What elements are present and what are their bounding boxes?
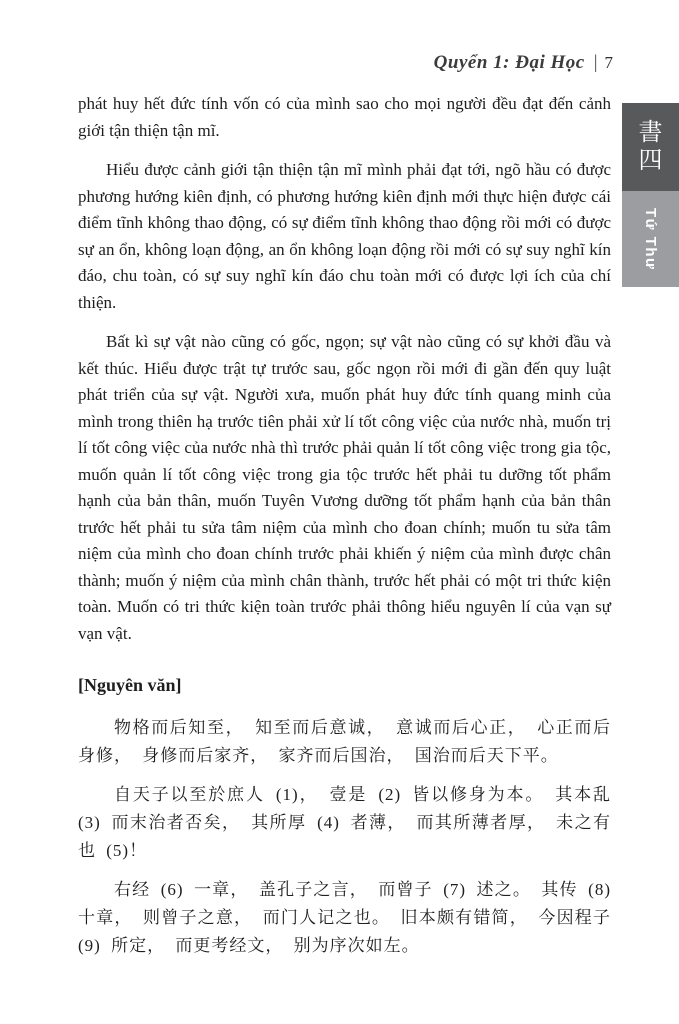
cjk-char-bottom: 四: [638, 148, 663, 174]
side-tab-label-block: [622, 191, 679, 287]
series-side-tab: [622, 103, 679, 287]
header-divider: |: [593, 52, 598, 73]
cjk-paragraph-2: 自天子以至於庶人 (1)， 壹是 (2) 皆以修身为本。 其本乱 (3) 而末治者否矣， 其所厚 (4) 者薄， 而其所薄者厚， 未之有也 (5)！: [78, 784, 611, 860]
cjk-paragraph-3: 右经 (6) 一章， 盖孔子之言， 而曾子 (7) 述之。 其传 (8) 十章， 则曾子之意， 而门人记之也。 旧本颇有错简， 今因程子 (9) 所定， 而更考经文， 别为序次如左。: [78, 879, 611, 955]
body-paragraph-3: Bất kì sự vật nào cũng có gốc, ngọn; sự vật nào cũng có sự khởi đầu và kết thúc. Hiểu được trật tự trước sau, gốc ngọn rồi mới đi gần đến quy luật phát triển của sự vật. Người xưa, muốn phát huy đức tính quang minh của mình trong thiên hạ trước tiên phải xử lí tốt công việc của nước nhà, muốn trị lí tốt công việc của nước nhà thì trước phải quản lí tốt công việc trong gia tộc, muốn quản lí tốt công việc trong gia tộc trước hết phải tu dưỡng tốt phẩm hạnh của bản thân, muốn Tuyên Vương dưỡng tốt phẩm hạnh của bản thân trước hết phải tu sửa tâm niệm của mình cho đoan chính; muốn tu sửa tâm niệm của mình cho đoan chính trước phải khiến ý niệm của mình được chân thành; muốn ý niệm của mình chân thành, trước hết phải có một tri thức kiện toàn. Muốn có tri thức kiện toàn trước phải thông hiểu nguyên lí của vạn sự vạn vật.: [78, 332, 611, 643]
page-number: 7: [604, 53, 613, 72]
page-header: [434, 52, 613, 74]
page-body: [78, 91, 611, 971]
series-label: Tứ Thư: [642, 207, 659, 271]
body-paragraph-1: phát huy hết đức tính vốn có của mình sao cho mọi người đều đạt đến cảnh giới tận thiện tận mĩ.: [78, 94, 611, 140]
side-tab-cjk-block: [622, 103, 679, 191]
body-paragraph-2: Hiểu được cảnh giới tận thiện tận mĩ mình phải đạt tới, ngõ hầu có được phương hướng kiên định, có phương hướng kiên định mới thực hiện được cái điểm tĩnh không thao động, có sự điểm tĩnh không thao động rồi mới có được sự an ổn, không loạn động, an ổn không loạn động rồi mới có sự suy nghĩ kín đáo, chu toàn, có sự suy nghĩ kín đáo chu toàn mới có được lợi ích của chí thiện.: [78, 160, 611, 312]
section-heading: [Nguyên văn]: [78, 675, 182, 695]
cjk-char-top: 書: [638, 120, 663, 146]
chapter-title: Quyển 1: Đại Học: [433, 52, 585, 73]
cjk-paragraph-1: 物格而后知至， 知至而后意诚， 意诚而后心正， 心正而后身修， 身修而后家齐， 家齐而后国治， 国治而后天下平。: [78, 717, 611, 765]
